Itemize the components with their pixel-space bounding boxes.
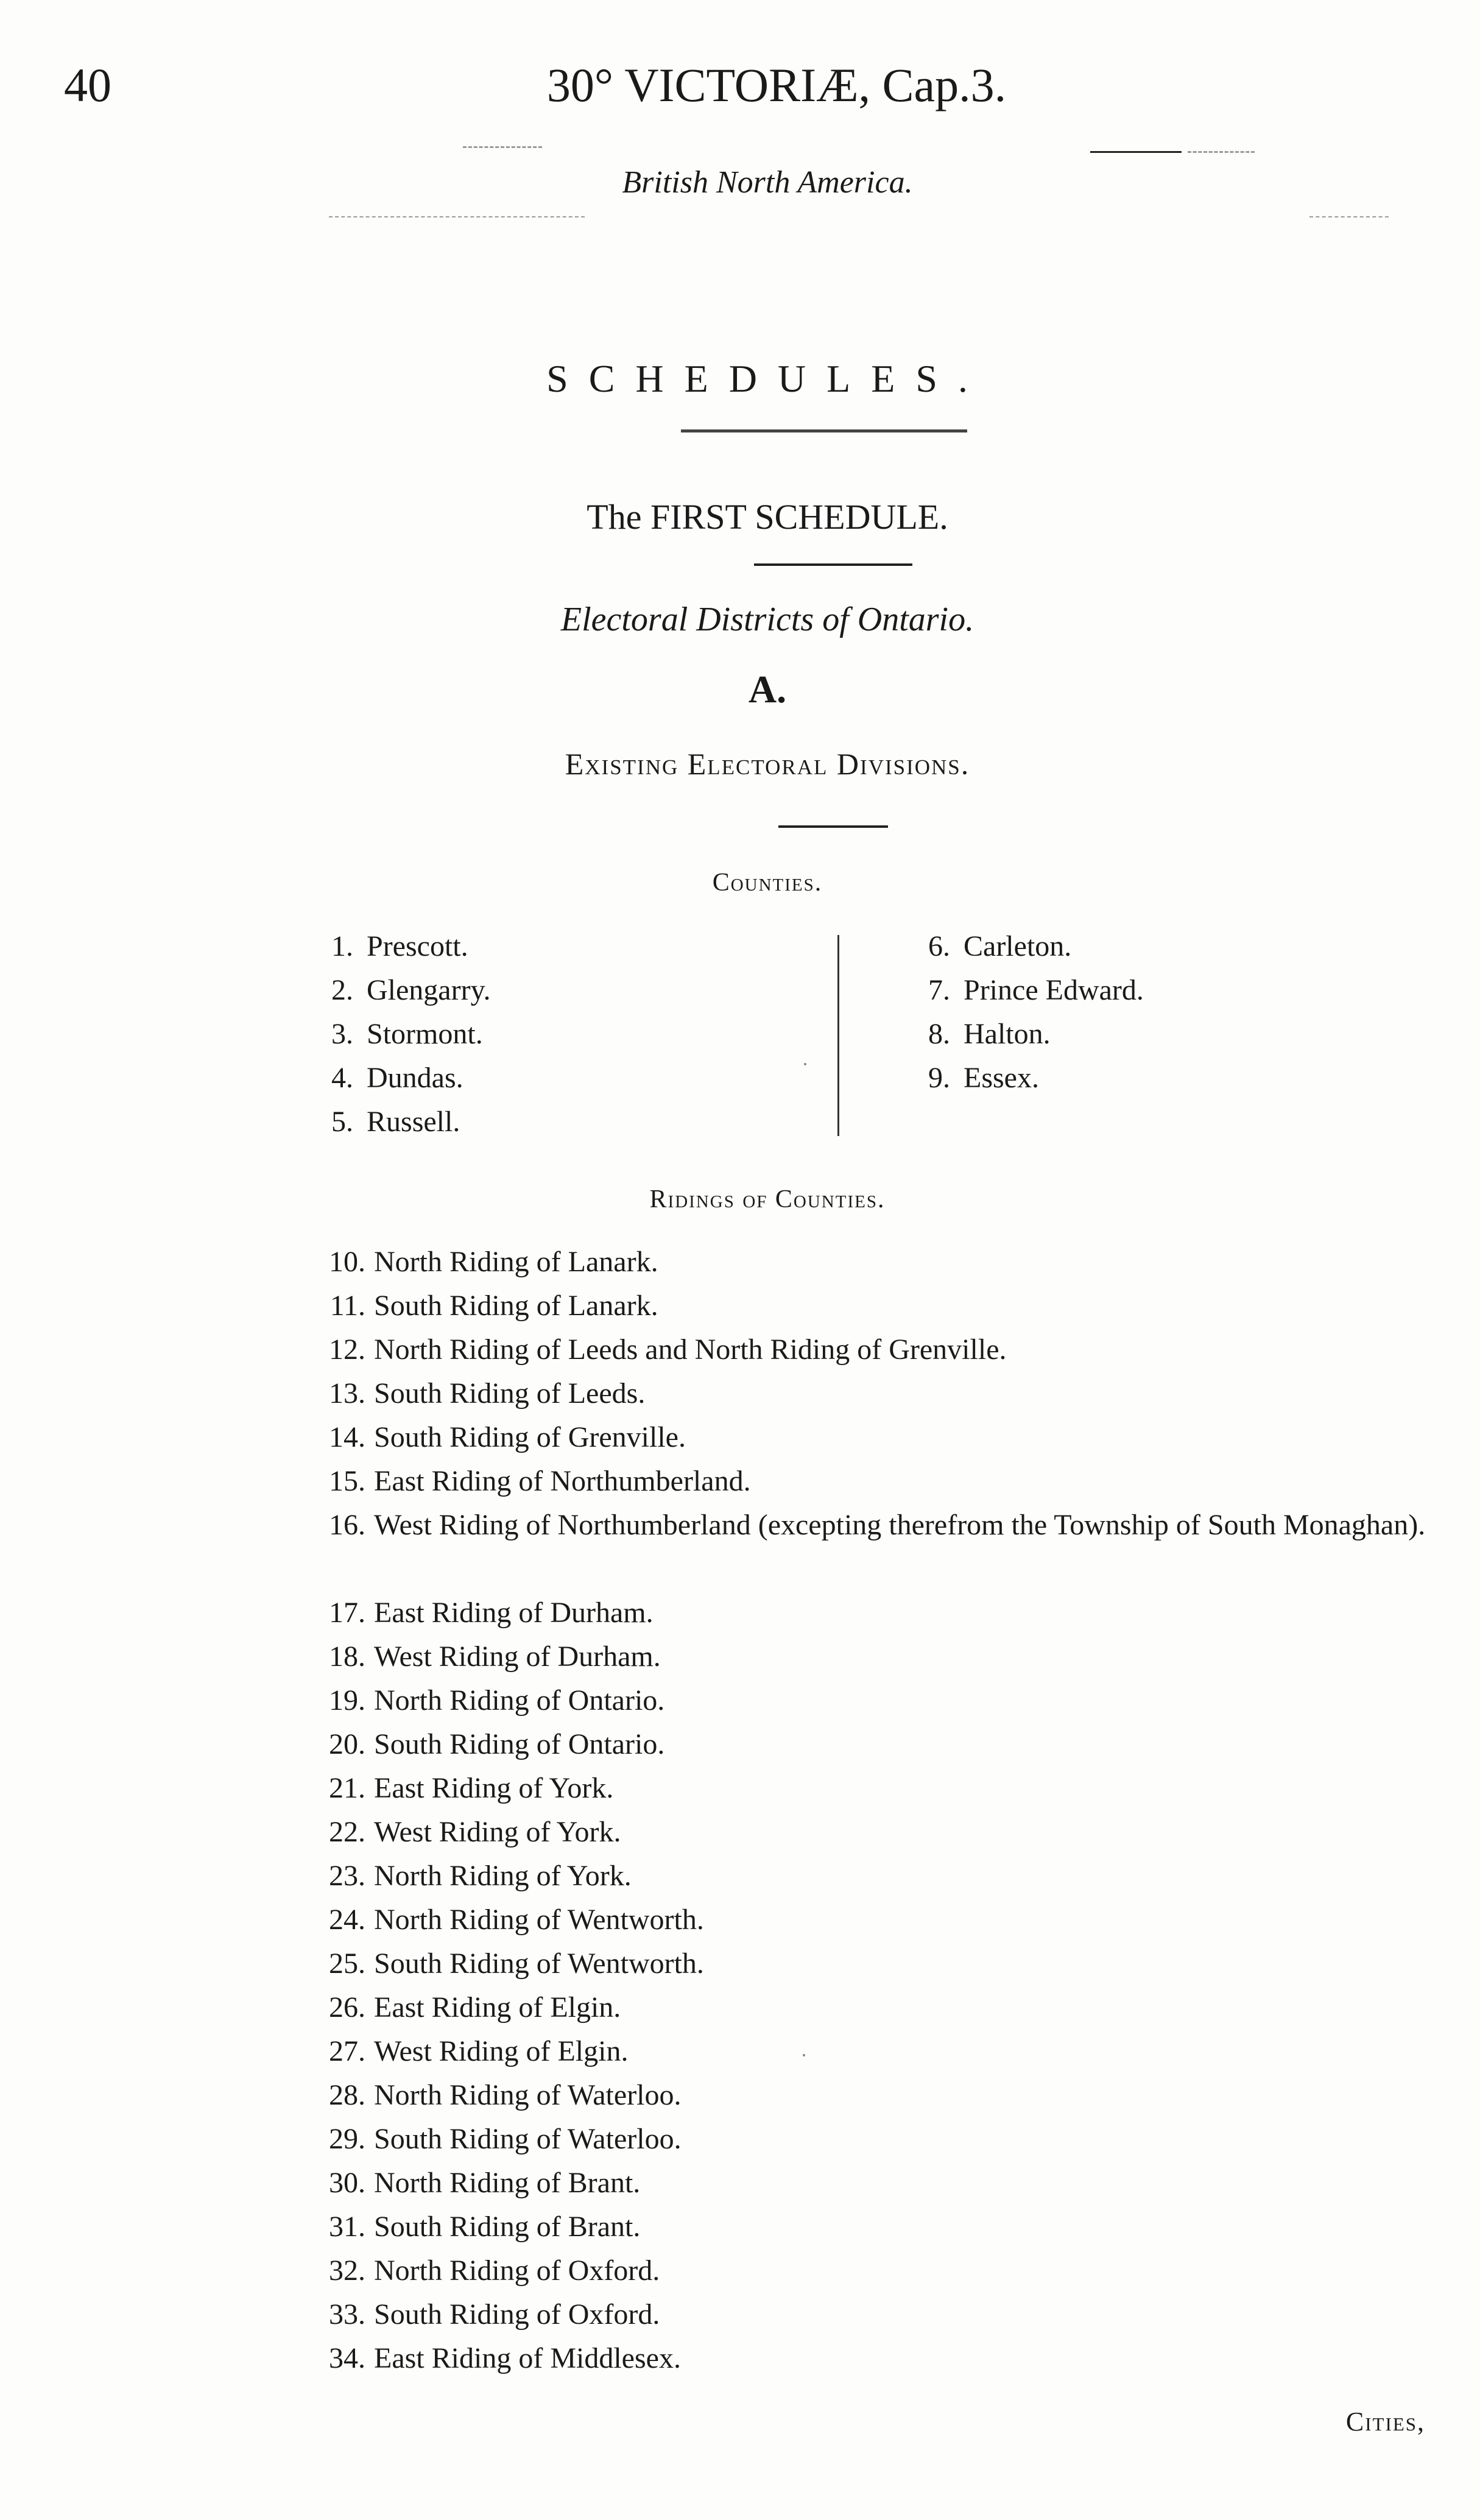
- item-text: South Riding of Leeds.: [374, 1377, 646, 1410]
- list-item: [305, 1723, 1464, 1766]
- running-title: 30° VICTORIÆ, Cap.3.: [546, 58, 1007, 111]
- item-text: Russell.: [367, 1106, 460, 1138]
- item-number: 14.: [329, 1421, 365, 1453]
- list-item: [901, 925, 1144, 969]
- item-number: 18.: [329, 1640, 365, 1673]
- list-item: [305, 1986, 1464, 2030]
- list-item: [305, 1898, 1464, 1942]
- item-text: North Riding of Leeds and North Riding of Grenville.: [374, 1333, 1007, 1366]
- item-number: 34.: [329, 2342, 365, 2374]
- item-number: 6.: [928, 930, 950, 962]
- list-item: [305, 2249, 1464, 2293]
- item-text: West Riding of York.: [374, 1816, 621, 1848]
- item-text: South Riding of Lanark.: [374, 1290, 658, 1322]
- item-number: 4.: [331, 1062, 353, 1094]
- item-text: Dundas.: [367, 1062, 463, 1094]
- list-item: [305, 1635, 1464, 1679]
- first-schedule-title: The FIRST SCHEDULE.: [587, 497, 948, 537]
- list-item: [305, 2030, 1464, 2074]
- list-item: [901, 1012, 1144, 1056]
- item-number: 16.: [329, 1509, 365, 1541]
- item-number: 27.: [329, 2035, 365, 2067]
- item-number: 13.: [329, 1377, 365, 1410]
- item-text: North Riding of Lanark.: [374, 1246, 658, 1278]
- scan-speck: [804, 1063, 806, 1065]
- list-item: [305, 1679, 1464, 1723]
- item-number: 8.: [928, 1018, 950, 1050]
- item-number: 30.: [329, 2167, 365, 2199]
- list-item: [305, 1459, 1464, 1503]
- list-item: [305, 1591, 1464, 1635]
- item-number: 7.: [928, 974, 950, 1006]
- item-text: North Riding of Waterloo.: [374, 2079, 682, 2111]
- ridings-list: [305, 1240, 1464, 2381]
- item-number: 10.: [329, 1246, 365, 1278]
- ridings-heading: Ridings of Counties.: [649, 1185, 886, 1213]
- item-text: East Riding of Northumberland.: [374, 1465, 751, 1497]
- item-number: 17.: [329, 1597, 365, 1629]
- schedules-heading: SCHEDULES.: [546, 357, 988, 400]
- catchword: Cities,: [1345, 2407, 1425, 2437]
- list-item: [305, 1416, 1464, 1459]
- item-text: North Riding of York.: [374, 1860, 632, 1892]
- header-dash-right: [1188, 151, 1255, 153]
- scan-speck: [803, 2054, 805, 2056]
- item-number: 22.: [329, 1816, 365, 1848]
- subtitle: British North America.: [622, 165, 913, 200]
- section-letter: A.: [748, 668, 787, 711]
- list-item: [305, 2161, 1464, 2205]
- list-item: [305, 1328, 1464, 1372]
- list-item: [305, 925, 490, 969]
- item-text: South Riding of Grenville.: [374, 1421, 686, 1453]
- item-number: 31.: [329, 2211, 365, 2243]
- item-text: East Riding of York.: [374, 1772, 614, 1804]
- list-item: [305, 2293, 1464, 2337]
- list-item: [305, 1854, 1464, 1898]
- item-text: West Riding of Northumberland (excepting therefrom the Township of South Monaghan).: [374, 1509, 1426, 1541]
- header-rule-right: [1090, 151, 1182, 153]
- page-number: 40: [64, 58, 111, 111]
- item-text: North Riding of Wentworth.: [374, 1904, 704, 1936]
- item-number: 33.: [329, 2298, 365, 2331]
- item-number: 9.: [928, 1062, 950, 1094]
- schedules-underline: [681, 429, 967, 432]
- list-item: [305, 2117, 1464, 2161]
- item-text: West Riding of Elgin.: [374, 2035, 629, 2067]
- item-number: 19.: [329, 1684, 365, 1717]
- counties-left-list: [305, 925, 490, 1144]
- item-text: Prescott.: [367, 930, 468, 962]
- item-text: Carleton.: [964, 930, 1072, 962]
- list-item: [305, 1240, 1464, 1284]
- item-number: 26.: [329, 1991, 365, 2024]
- existing-divisions-heading: Existing Electoral Divisions.: [565, 747, 970, 781]
- item-text: North Riding of Ontario.: [374, 1684, 665, 1717]
- list-item: [305, 2074, 1464, 2117]
- item-number: 1.: [331, 930, 353, 962]
- item-number: 2.: [331, 974, 353, 1006]
- item-text: North Riding of Oxford.: [374, 2254, 660, 2287]
- item-text: Halton.: [964, 1018, 1051, 1050]
- electoral-districts-title: Electoral Districts of Ontario.: [560, 601, 974, 638]
- list-item: [305, 1810, 1464, 1854]
- item-text: South Riding of Brant.: [374, 2211, 641, 2243]
- counties-heading: Counties.: [712, 869, 823, 897]
- list-item: [305, 2337, 1464, 2381]
- item-text: East Riding of Middlesex.: [374, 2342, 681, 2374]
- item-text: Stormont.: [367, 1018, 483, 1050]
- item-text: East Riding of Durham.: [374, 1597, 654, 1629]
- list-item: [305, 2205, 1464, 2249]
- item-number: 21.: [329, 1772, 365, 1804]
- item-text: Prince Edward.: [964, 974, 1144, 1006]
- item-text: South Riding of Ontario.: [374, 1728, 665, 1760]
- item-text: East Riding of Elgin.: [374, 1991, 621, 2024]
- list-item: [305, 1942, 1464, 1986]
- item-number: 32.: [329, 2254, 365, 2287]
- list-item: [305, 1056, 490, 1100]
- item-number: 11.: [329, 1290, 365, 1322]
- list-item: [305, 969, 490, 1012]
- item-number: 24.: [329, 1904, 365, 1936]
- item-number: 15.: [329, 1465, 365, 1497]
- list-item: [901, 969, 1144, 1012]
- item-number: 5.: [331, 1106, 353, 1138]
- subtitle-dash-right: [1309, 216, 1389, 217]
- subtitle-dash-left: [329, 216, 585, 217]
- item-text: South Riding of Wentworth.: [374, 1947, 704, 1980]
- item-text: South Riding of Waterloo.: [374, 2123, 682, 2155]
- divisions-rule: [778, 825, 888, 828]
- list-item: [901, 1056, 1144, 1100]
- list-item: [305, 1100, 490, 1144]
- item-number: 12.: [329, 1333, 365, 1366]
- list-item: [305, 1503, 1464, 1591]
- item-number: 29.: [329, 2123, 365, 2155]
- item-text: Essex.: [964, 1062, 1039, 1094]
- item-text: South Riding of Oxford.: [374, 2298, 660, 2331]
- item-text: West Riding of Durham.: [374, 1640, 661, 1673]
- list-item: [305, 1766, 1464, 1810]
- item-number: 23.: [329, 1860, 365, 1892]
- item-number: 28.: [329, 2079, 365, 2111]
- item-text: Glengarry.: [367, 974, 491, 1006]
- item-number: 3.: [331, 1018, 353, 1050]
- list-item: [305, 1372, 1464, 1416]
- list-item: [305, 1284, 1464, 1328]
- list-item: [305, 1012, 490, 1056]
- header-dash-left: [463, 146, 542, 148]
- counties-right-list: [901, 925, 1144, 1100]
- item-number: 25.: [329, 1947, 365, 1980]
- item-number: 20.: [329, 1728, 365, 1760]
- item-text: North Riding of Brant.: [374, 2167, 641, 2199]
- column-divider: [837, 935, 839, 1136]
- first-schedule-rule: [754, 563, 912, 566]
